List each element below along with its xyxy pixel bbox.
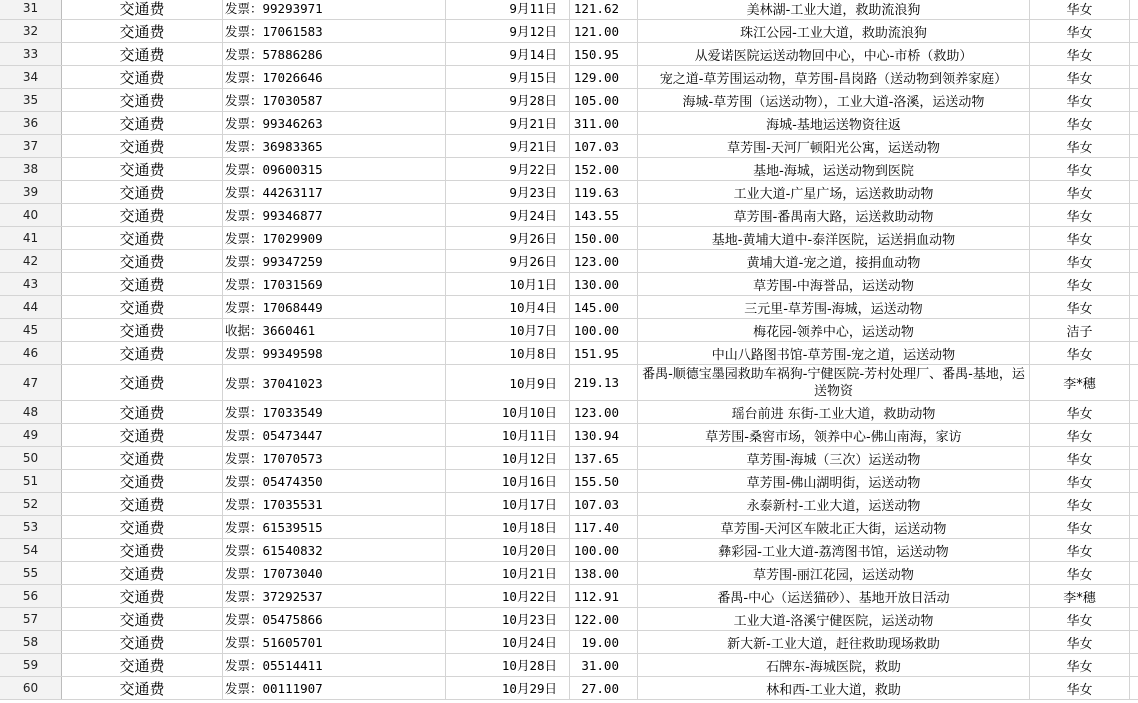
date-cell[interactable]: 9月11日 [446, 0, 570, 19]
date-cell[interactable]: 9月22日 [446, 158, 570, 180]
table-row[interactable] [0, 631, 1138, 654]
table-row[interactable] [0, 0, 1138, 20]
category-cell[interactable]: 交通费 [62, 447, 223, 469]
description-cell[interactable]: 番禺-顺德宝墨园救助车祸狗-宁健医院-芳村处理厂、番禺-基地，运送物资 [638, 365, 1030, 400]
table-row[interactable] [0, 677, 1138, 700]
amount-cell[interactable]: 150.00 [570, 227, 638, 249]
table-row[interactable] [0, 204, 1138, 227]
empty-cell[interactable] [1130, 20, 1138, 42]
category-cell[interactable]: 交通费 [62, 470, 223, 492]
person-cell[interactable]: 华女 [1030, 608, 1130, 630]
category-cell[interactable]: 交通费 [62, 424, 223, 446]
category-cell[interactable]: 交通费 [62, 273, 223, 295]
table-row[interactable] [0, 585, 1138, 608]
receipt-cell[interactable]: 发票：17030587 [223, 89, 446, 111]
receipt-cell[interactable]: 发票：05475866 [223, 608, 446, 630]
row-number[interactable]: 59 [0, 654, 62, 676]
amount-cell[interactable]: 121.00 [570, 20, 638, 42]
receipt-cell[interactable]: 发票：17068449 [223, 296, 446, 318]
receipt-cell[interactable]: 发票：17031569 [223, 273, 446, 295]
amount-cell[interactable]: 130.94 [570, 424, 638, 446]
description-cell[interactable]: 草芳围-天河厂顿阳光公寓，运送动物 [638, 135, 1030, 157]
description-cell[interactable]: 新大新-工业大道，赶往救助现场救助 [638, 631, 1030, 653]
receipt-cell[interactable]: 发票：99346263 [223, 112, 446, 134]
person-cell[interactable]: 华女 [1030, 89, 1130, 111]
row-number[interactable]: 55 [0, 562, 62, 584]
date-cell[interactable]: 9月28日 [446, 89, 570, 111]
receipt-cell[interactable]: 发票：51605701 [223, 631, 446, 653]
amount-cell[interactable]: 151.95 [570, 342, 638, 364]
person-cell[interactable]: 华女 [1030, 181, 1130, 203]
category-cell[interactable]: 交通费 [62, 562, 223, 584]
empty-cell[interactable] [1130, 112, 1138, 134]
receipt-cell[interactable]: 发票：36983365 [223, 135, 446, 157]
receipt-cell[interactable]: 发票：17035531 [223, 493, 446, 515]
empty-cell[interactable] [1130, 631, 1138, 653]
category-cell[interactable]: 交通费 [62, 365, 223, 400]
row-number[interactable]: 45 [0, 319, 62, 341]
date-cell[interactable]: 10月21日 [446, 562, 570, 584]
amount-cell[interactable]: 121.62 [570, 0, 638, 19]
row-number[interactable]: 60 [0, 677, 62, 699]
receipt-cell[interactable]: 发票：99293971 [223, 0, 446, 19]
table-row[interactable] [0, 181, 1138, 204]
row-number[interactable]: 58 [0, 631, 62, 653]
row-number[interactable]: 51 [0, 470, 62, 492]
description-cell[interactable]: 番禺-中心（运送猫砂）、基地开放日活动 [638, 585, 1030, 607]
category-cell[interactable]: 交通费 [62, 631, 223, 653]
date-cell[interactable]: 10月29日 [446, 677, 570, 699]
description-cell[interactable]: 海城-草芳围（运送动物），工业大道-洛溪，运送动物 [638, 89, 1030, 111]
category-cell[interactable]: 交通费 [62, 539, 223, 561]
row-number[interactable]: 53 [0, 516, 62, 538]
row-number[interactable]: 38 [0, 158, 62, 180]
amount-cell[interactable]: 119.63 [570, 181, 638, 203]
category-cell[interactable]: 交通费 [62, 677, 223, 699]
description-cell[interactable]: 基地-黄埔大道中-泰洋医院，运送捐血动物 [638, 227, 1030, 249]
category-cell[interactable]: 交通费 [62, 516, 223, 538]
person-cell[interactable]: 华女 [1030, 447, 1130, 469]
category-cell[interactable]: 交通费 [62, 0, 223, 19]
table-row[interactable] [0, 296, 1138, 319]
amount-cell[interactable]: 137.65 [570, 447, 638, 469]
empty-cell[interactable] [1130, 539, 1138, 561]
receipt-cell[interactable]: 发票：99346877 [223, 204, 446, 226]
table-row[interactable] [0, 401, 1138, 424]
person-cell[interactable]: 华女 [1030, 401, 1130, 423]
category-cell[interactable]: 交通费 [62, 158, 223, 180]
receipt-cell[interactable]: 发票：00111907 [223, 677, 446, 699]
empty-cell[interactable] [1130, 0, 1138, 19]
person-cell[interactable]: 李*穗 [1030, 585, 1130, 607]
receipt-cell[interactable]: 发票：57886286 [223, 43, 446, 65]
person-cell[interactable]: 华女 [1030, 539, 1130, 561]
person-cell[interactable]: 华女 [1030, 424, 1130, 446]
empty-cell[interactable] [1130, 585, 1138, 607]
empty-cell[interactable] [1130, 135, 1138, 157]
empty-cell[interactable] [1130, 447, 1138, 469]
category-cell[interactable]: 交通费 [62, 20, 223, 42]
row-number[interactable]: 43 [0, 273, 62, 295]
receipt-cell[interactable]: 发票：17033549 [223, 401, 446, 423]
row-number[interactable]: 42 [0, 250, 62, 272]
category-cell[interactable]: 交通费 [62, 296, 223, 318]
description-cell[interactable]: 美林湖-工业大道，救助流浪狗 [638, 0, 1030, 19]
empty-cell[interactable] [1130, 470, 1138, 492]
description-cell[interactable]: 永泰新村-工业大道，运送动物 [638, 493, 1030, 515]
date-cell[interactable]: 10月10日 [446, 401, 570, 423]
empty-cell[interactable] [1130, 654, 1138, 676]
table-row[interactable] [0, 493, 1138, 516]
date-cell[interactable]: 10月28日 [446, 654, 570, 676]
description-cell[interactable]: 草芳围-丽江花园，运送动物 [638, 562, 1030, 584]
person-cell[interactable]: 华女 [1030, 250, 1130, 272]
person-cell[interactable]: 华女 [1030, 66, 1130, 88]
row-number[interactable]: 56 [0, 585, 62, 607]
person-cell[interactable]: 华女 [1030, 204, 1130, 226]
receipt-cell[interactable]: 发票：37041023 [223, 365, 446, 400]
category-cell[interactable]: 交通费 [62, 181, 223, 203]
category-cell[interactable]: 交通费 [62, 342, 223, 364]
date-cell[interactable]: 10月18日 [446, 516, 570, 538]
empty-cell[interactable] [1130, 227, 1138, 249]
date-cell[interactable]: 10月22日 [446, 585, 570, 607]
description-cell[interactable]: 草芳围-天河区车陂北正大街，运送动物 [638, 516, 1030, 538]
person-cell[interactable]: 华女 [1030, 135, 1130, 157]
category-cell[interactable]: 交通费 [62, 227, 223, 249]
date-cell[interactable]: 9月21日 [446, 135, 570, 157]
date-cell[interactable]: 10月17日 [446, 493, 570, 515]
date-cell[interactable]: 10月11日 [446, 424, 570, 446]
date-cell[interactable]: 9月12日 [446, 20, 570, 42]
empty-cell[interactable] [1130, 401, 1138, 423]
date-cell[interactable]: 10月20日 [446, 539, 570, 561]
amount-cell[interactable]: 155.50 [570, 470, 638, 492]
date-cell[interactable]: 9月26日 [446, 227, 570, 249]
description-cell[interactable]: 彝彩园-工业大道-荔湾图书馆，运送动物 [638, 539, 1030, 561]
date-cell[interactable]: 10月8日 [446, 342, 570, 364]
row-number[interactable]: 52 [0, 493, 62, 515]
amount-cell[interactable]: 143.55 [570, 204, 638, 226]
category-cell[interactable]: 交通费 [62, 493, 223, 515]
description-cell[interactable]: 石牌东-海城医院，救助 [638, 654, 1030, 676]
person-cell[interactable]: 华女 [1030, 273, 1130, 295]
row-number[interactable]: 39 [0, 181, 62, 203]
category-cell[interactable]: 交通费 [62, 319, 223, 341]
category-cell[interactable]: 交通费 [62, 585, 223, 607]
empty-cell[interactable] [1130, 204, 1138, 226]
person-cell[interactable]: 华女 [1030, 342, 1130, 364]
amount-cell[interactable]: 129.00 [570, 66, 638, 88]
empty-cell[interactable] [1130, 342, 1138, 364]
empty-cell[interactable] [1130, 424, 1138, 446]
empty-cell[interactable] [1130, 158, 1138, 180]
receipt-cell[interactable]: 收据：3660461 [223, 319, 446, 341]
category-cell[interactable]: 交通费 [62, 112, 223, 134]
person-cell[interactable]: 华女 [1030, 227, 1130, 249]
row-number[interactable]: 35 [0, 89, 62, 111]
empty-cell[interactable] [1130, 66, 1138, 88]
amount-cell[interactable]: 311.00 [570, 112, 638, 134]
receipt-cell[interactable]: 发票：61540832 [223, 539, 446, 561]
person-cell[interactable]: 华女 [1030, 296, 1130, 318]
category-cell[interactable]: 交通费 [62, 250, 223, 272]
person-cell[interactable]: 华女 [1030, 493, 1130, 515]
receipt-cell[interactable]: 发票：05473447 [223, 424, 446, 446]
person-cell[interactable]: 华女 [1030, 654, 1130, 676]
receipt-cell[interactable]: 发票：17061583 [223, 20, 446, 42]
receipt-cell[interactable]: 发票：05514411 [223, 654, 446, 676]
receipt-cell[interactable]: 发票：17026646 [223, 66, 446, 88]
amount-cell[interactable]: 138.00 [570, 562, 638, 584]
table-row[interactable] [0, 158, 1138, 181]
table-row[interactable] [0, 135, 1138, 158]
table-row[interactable] [0, 654, 1138, 677]
amount-cell[interactable]: 31.00 [570, 654, 638, 676]
person-cell[interactable]: 洁子 [1030, 319, 1130, 341]
person-cell[interactable]: 华女 [1030, 677, 1130, 699]
empty-cell[interactable] [1130, 516, 1138, 538]
date-cell[interactable]: 9月21日 [446, 112, 570, 134]
category-cell[interactable]: 交通费 [62, 43, 223, 65]
empty-cell[interactable] [1130, 493, 1138, 515]
table-row[interactable] [0, 89, 1138, 112]
category-cell[interactable]: 交通费 [62, 401, 223, 423]
date-cell[interactable]: 9月23日 [446, 181, 570, 203]
amount-cell[interactable]: 150.95 [570, 43, 638, 65]
description-cell[interactable]: 草芳围-佛山湖明街，运送动物 [638, 470, 1030, 492]
receipt-cell[interactable]: 发票：37292537 [223, 585, 446, 607]
row-number[interactable]: 47 [0, 365, 62, 400]
description-cell[interactable]: 中山八路图书馆-草芳围-宠之道，运送动物 [638, 342, 1030, 364]
row-number[interactable]: 34 [0, 66, 62, 88]
table-row[interactable] [0, 250, 1138, 273]
amount-cell[interactable]: 100.00 [570, 539, 638, 561]
amount-cell[interactable]: 107.03 [570, 135, 638, 157]
empty-cell[interactable] [1130, 296, 1138, 318]
row-number[interactable]: 48 [0, 401, 62, 423]
table-row[interactable] [0, 447, 1138, 470]
person-cell[interactable]: 华女 [1030, 158, 1130, 180]
amount-cell[interactable]: 117.40 [570, 516, 638, 538]
table-row[interactable] [0, 20, 1138, 43]
empty-cell[interactable] [1130, 273, 1138, 295]
person-cell[interactable]: 华女 [1030, 470, 1130, 492]
table-row[interactable] [0, 342, 1138, 365]
row-number[interactable]: 49 [0, 424, 62, 446]
table-row[interactable] [0, 516, 1138, 539]
date-cell[interactable]: 9月24日 [446, 204, 570, 226]
amount-cell[interactable]: 19.00 [570, 631, 638, 653]
category-cell[interactable]: 交通费 [62, 654, 223, 676]
row-number[interactable]: 40 [0, 204, 62, 226]
table-row[interactable] [0, 43, 1138, 66]
table-row[interactable] [0, 227, 1138, 250]
row-number[interactable]: 31 [0, 0, 62, 19]
empty-cell[interactable] [1130, 250, 1138, 272]
description-cell[interactable]: 梅花园-领养中心，运送动物 [638, 319, 1030, 341]
table-row[interactable] [0, 562, 1138, 585]
table-row[interactable] [0, 319, 1138, 342]
date-cell[interactable]: 10月7日 [446, 319, 570, 341]
person-cell[interactable]: 华女 [1030, 562, 1130, 584]
date-cell[interactable]: 10月24日 [446, 631, 570, 653]
receipt-cell[interactable]: 发票：09600315 [223, 158, 446, 180]
amount-cell[interactable]: 123.00 [570, 250, 638, 272]
amount-cell[interactable]: 219.13 [570, 365, 638, 400]
person-cell[interactable]: 华女 [1030, 20, 1130, 42]
date-cell[interactable]: 9月14日 [446, 43, 570, 65]
date-cell[interactable]: 10月1日 [446, 273, 570, 295]
description-cell[interactable]: 草芳围-桑窖市场，领养中心-佛山南海，家访 [638, 424, 1030, 446]
receipt-cell[interactable]: 发票：17073040 [223, 562, 446, 584]
date-cell[interactable]: 10月9日 [446, 365, 570, 400]
description-cell[interactable]: 草芳围-海城（三次）运送动物 [638, 447, 1030, 469]
table-row[interactable] [0, 608, 1138, 631]
table-row[interactable] [0, 539, 1138, 562]
empty-cell[interactable] [1130, 319, 1138, 341]
empty-cell[interactable] [1130, 562, 1138, 584]
row-number[interactable]: 46 [0, 342, 62, 364]
date-cell[interactable]: 10月12日 [446, 447, 570, 469]
row-number[interactable]: 33 [0, 43, 62, 65]
amount-cell[interactable]: 105.00 [570, 89, 638, 111]
description-cell[interactable]: 草芳围-中海誉品，运送动物 [638, 273, 1030, 295]
description-cell[interactable]: 宠之道-草芳围运动物，草芳围-昌岗路（送动物到领养家庭） [638, 66, 1030, 88]
receipt-cell[interactable]: 发票：61539515 [223, 516, 446, 538]
description-cell[interactable]: 草芳围-番禺南大路，运送救助动物 [638, 204, 1030, 226]
date-cell[interactable]: 9月26日 [446, 250, 570, 272]
description-cell[interactable]: 珠江公园-工业大道，救助流浪狗 [638, 20, 1030, 42]
date-cell[interactable]: 10月23日 [446, 608, 570, 630]
person-cell[interactable]: 华女 [1030, 516, 1130, 538]
date-cell[interactable]: 10月4日 [446, 296, 570, 318]
amount-cell[interactable]: 107.03 [570, 493, 638, 515]
description-cell[interactable]: 工业大道-洛溪宁健医院，运送动物 [638, 608, 1030, 630]
receipt-cell[interactable]: 发票：99349598 [223, 342, 446, 364]
row-number[interactable]: 50 [0, 447, 62, 469]
table-row[interactable] [0, 273, 1138, 296]
amount-cell[interactable]: 100.00 [570, 319, 638, 341]
row-number[interactable]: 54 [0, 539, 62, 561]
category-cell[interactable]: 交通费 [62, 204, 223, 226]
empty-cell[interactable] [1130, 43, 1138, 65]
person-cell[interactable]: 华女 [1030, 112, 1130, 134]
person-cell[interactable]: 李*穗 [1030, 365, 1130, 400]
person-cell[interactable]: 华女 [1030, 43, 1130, 65]
table-row[interactable] [0, 470, 1138, 493]
receipt-cell[interactable]: 发票：44263117 [223, 181, 446, 203]
row-number[interactable]: 57 [0, 608, 62, 630]
amount-cell[interactable]: 130.00 [570, 273, 638, 295]
empty-cell[interactable] [1130, 677, 1138, 699]
description-cell[interactable]: 黄埔大道-宠之道，接捐血动物 [638, 250, 1030, 272]
row-number[interactable]: 44 [0, 296, 62, 318]
category-cell[interactable]: 交通费 [62, 135, 223, 157]
description-cell[interactable]: 三元里-草芳围-海城，运送动物 [638, 296, 1030, 318]
empty-cell[interactable] [1130, 608, 1138, 630]
row-number[interactable]: 32 [0, 20, 62, 42]
amount-cell[interactable]: 145.00 [570, 296, 638, 318]
amount-cell[interactable]: 122.00 [570, 608, 638, 630]
description-cell[interactable]: 基地-海城，运送动物到医院 [638, 158, 1030, 180]
table-row[interactable] [0, 112, 1138, 135]
empty-cell[interactable] [1130, 365, 1138, 400]
amount-cell[interactable]: 152.00 [570, 158, 638, 180]
amount-cell[interactable]: 123.00 [570, 401, 638, 423]
description-cell[interactable]: 从爱诺医院运送动物回中心，中心-市桥（救助） [638, 43, 1030, 65]
date-cell[interactable]: 10月16日 [446, 470, 570, 492]
description-cell[interactable]: 工业大道-广星广场，运送救助动物 [638, 181, 1030, 203]
amount-cell[interactable]: 27.00 [570, 677, 638, 699]
description-cell[interactable]: 林和西-工业大道，救助 [638, 677, 1030, 699]
description-cell[interactable]: 瑶台前进 东街-工业大道，救助动物 [638, 401, 1030, 423]
receipt-cell[interactable]: 发票：17070573 [223, 447, 446, 469]
person-cell[interactable]: 华女 [1030, 0, 1130, 19]
receipt-cell[interactable]: 发票：05474350 [223, 470, 446, 492]
description-cell[interactable]: 海城-基地运送物资往返 [638, 112, 1030, 134]
person-cell[interactable]: 华女 [1030, 631, 1130, 653]
amount-cell[interactable]: 112.91 [570, 585, 638, 607]
table-row[interactable] [0, 424, 1138, 447]
row-number[interactable]: 41 [0, 227, 62, 249]
category-cell[interactable]: 交通费 [62, 89, 223, 111]
row-number[interactable]: 36 [0, 112, 62, 134]
table-row[interactable] [0, 365, 1138, 401]
receipt-cell[interactable]: 发票：17029909 [223, 227, 446, 249]
empty-cell[interactable] [1130, 89, 1138, 111]
category-cell[interactable]: 交通费 [62, 608, 223, 630]
date-cell[interactable]: 9月15日 [446, 66, 570, 88]
receipt-cell[interactable]: 发票：99347259 [223, 250, 446, 272]
row-number[interactable]: 37 [0, 135, 62, 157]
empty-cell[interactable] [1130, 181, 1138, 203]
table-row[interactable] [0, 66, 1138, 89]
category-cell[interactable]: 交通费 [62, 66, 223, 88]
